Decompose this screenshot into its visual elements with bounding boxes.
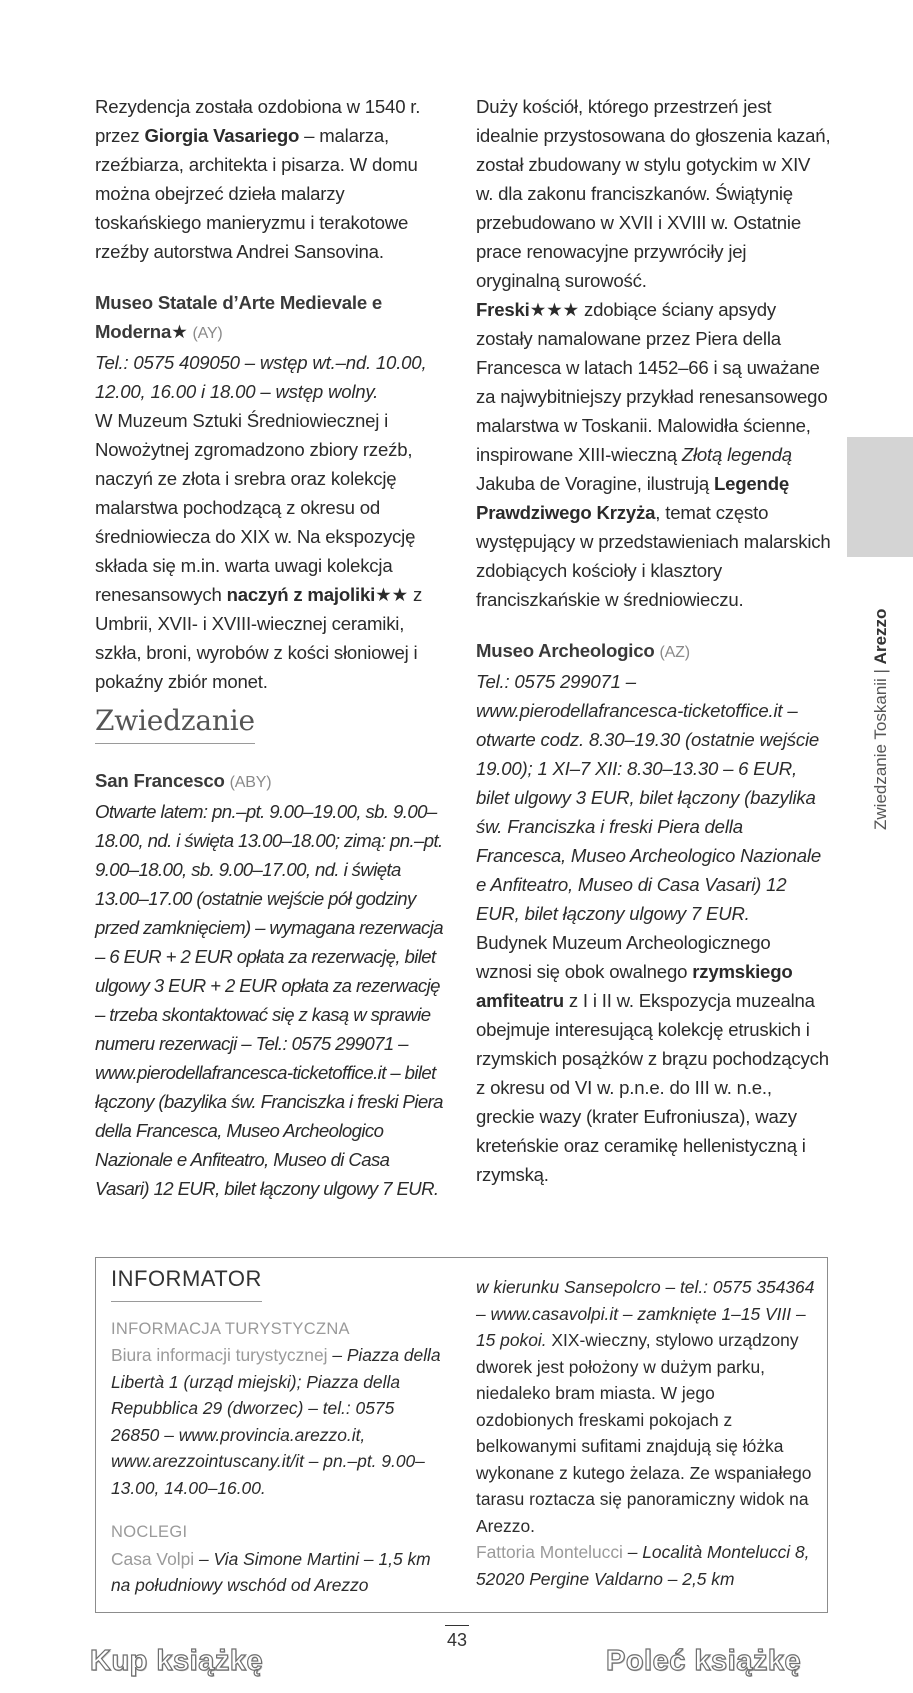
informator-title: INFORMATOR: [111, 1266, 262, 1302]
museo-statale-info: Tel.: 0575 409050 – wstęp wt.–nd. 10.00, 12.00, 16.00 i 18.00 – wstęp wolny.: [95, 352, 427, 402]
text-run: Rezydencja została ozdobiona w 1540 r. przez: [95, 96, 421, 146]
label-text: Biura informacji turystycznej: [111, 1345, 328, 1365]
informator-left-column: [111, 1266, 441, 1599]
church-paragraph: [476, 92, 831, 295]
text-run: z I i II w. Ekspozycja muzealna obejmuje interesującą kolekcję etruskich i rzymskich posążków z brązu pochodzących z okresu od VI w. p.n.e. do III w. n.e., greckie wazy (krater Eufroniusza), wazy kreteńskie oraz ceramikę hellenistyczną i rzymską.: [476, 990, 829, 1185]
italic-text: – Località Montelucci 8, 52020 Pergine Valdarno – 2,5 km: [476, 1542, 810, 1589]
text-run: XIX-wieczny, stylowo urządzony dworek jest położony w dużym parku, niedaleko bram miasta. W jego ozdobionych freskami pokojach z belkowanymi sufitami znajdują się łóżka wykonane z kutego żelaza. Ze wspaniałego tarasu roztacza się panoramiczny widok na Arezzo.: [476, 1330, 812, 1536]
casa-volpi-paragraph: [476, 1274, 816, 1539]
bold-text: Giorgia Vasariego: [144, 125, 300, 146]
left-column: [95, 92, 447, 1203]
italic-text: – Via Simone Martini – 1,5 km na południowy wschód od Arezzo: [111, 1548, 431, 1595]
buy-book-link[interactable]: Kup książkę: [90, 1645, 264, 1677]
museo-statale-heading: Museo Statale d’Arte Medievale e Moderna★ (AY): [95, 292, 383, 342]
bold-text: Legendę Prawdziwego Krzyża: [476, 473, 790, 523]
page-number: 43: [445, 1625, 469, 1651]
text-run: , temat często występujący w przedstawieniach malarskich zdobiących kościoły i klasztory franciszkańskie w średniowieczu.: [476, 502, 831, 610]
star-rating: ★★: [375, 584, 409, 605]
chapter-label: Zwiedzanie Toskanii | Arezzo: [871, 608, 890, 830]
text-run: zdobiące ściany apsydy zostały namalowane przez Piera della Francesca w latach 1452–66 i są uważane za najwybitniejszy przykład renesansowego malarstwa w Toskanii. Malowidła ścienne, inspirowane XIII-wieczną: [476, 299, 828, 465]
text-run: Duży kościół, którego przestrzeń jest idealnie przystosowana do głoszenia kazań, został zbudowany w stylu gotyckim w XIV w. dla zakonu franciszkanów. Świątynię przebudowano w XVII i XVIII w. Ostatnie prace renowacyjne przywróciły jej oryginalną surowość.: [476, 96, 831, 291]
star-rating: ★★★: [529, 299, 580, 320]
museo-archeologico-heading: Museo Archeologico (AZ): [476, 640, 690, 661]
right-column: [476, 92, 831, 1189]
text-run: Jakuba de Voragine, ilustrują: [476, 473, 714, 494]
map-code: (AZ): [659, 644, 690, 661]
map-code: (ABY): [229, 774, 272, 791]
text-run: Budynek Muzeum Archeologicznego wznosi się obok owalnego: [476, 932, 771, 982]
section-title-zwiedzanie: Zwiedzanie: [95, 706, 255, 744]
bold-text: naczyń z majoliki: [226, 584, 376, 605]
fattoria-paragraph: [476, 1539, 816, 1592]
recommend-book-link[interactable]: Poleć książkę: [606, 1645, 802, 1677]
italic-text: Złotą legendą: [681, 444, 792, 465]
label-text: Casa Volpi: [111, 1548, 195, 1569]
informator-box: [95, 1257, 828, 1613]
lodging-paragraph: [111, 1546, 441, 1599]
freski-paragraph: [476, 295, 831, 614]
bold-text: Freski: [476, 299, 530, 320]
star-rating: ★: [171, 321, 188, 342]
museo-statale-paragraph: [95, 406, 447, 696]
rezydencja-paragraph: [95, 92, 447, 266]
museo-archeologico-info: Tel.: 0575 299071 – www.pierodellafrancesca-ticketoffice.it – otwarte codz. 8.30–19.30 (ostatnie wejście 19.00); 1 XI–7 XII: 8.30–13.30 – 6 EUR, bilet ulgowy 3 EUR, bilet łączony (bazylika św. Franciszka i freski Piera della Francesca, Museo Archeologico Nazionale e Anfiteatro, Museo di Casa Vasari) 12 EUR, bilet łączony ulgowy 7 EUR.: [476, 671, 821, 924]
chapter-tab: [847, 437, 913, 557]
italic-text: w kierunku Sansepolcro – tel.: 0575 354364 – www.casavolpi.it – zamknięte 1–15 VIII – 15 pokoi.: [476, 1277, 815, 1350]
tourist-info-paragraph: [111, 1342, 441, 1501]
map-code: (AY): [192, 325, 223, 342]
text-run: – malarza, rzeźbiarza, architekta i pisarza. W domu można obejrzeć dzieła malarzy toskańskiego manieryzmu i terakotowe rzeźby autorstwa Andrei Sansovina.: [95, 125, 418, 262]
san-francesco-heading: San Francesco (ABY): [95, 770, 272, 791]
tourist-info-heading: INFORMACJA TURYSTYCZNA: [111, 1319, 350, 1338]
informator-right-column: [476, 1274, 816, 1592]
italic-text: – Piazza della Libertà 1 (urząd miejski); Piazza della Repubblica 29 (dworzec) – tel.: 0575 26850 – www.provincia.arezzo.it, www.arezzointuscany.it/it – pn.–pt. 9.00–13.00, 14.00–16.00.: [111, 1345, 441, 1498]
lodging-heading: NOCLEGI: [111, 1523, 188, 1541]
bold-text: rzymskiego amfiteatru: [476, 961, 793, 1011]
label-text: Fattoria Montelucci: [476, 1542, 623, 1562]
san-francesco-info: Otwarte latem: pn.–pt. 9.00–19.00, sb. 9.00–18.00, nd. i święta 13.00–18.00; zimą: pn.–pt. 9.00–18.00, sb. 9.00–17.00, nd. i święta 13.00–17.00 (ostatnie wejście pół godziny przed zamknięciem) – wymagana rezerwacja – 6 EUR + 2 EUR opłata za rezerwację, bilet ulgowy 3 EUR + 2 EUR opłata za rezerwację – trzeba skontaktować się z kasą w sprawie numeru rezerwacji – Tel.: 0575 299071 – www.pierodellafrancesca-ticketoffice.it – bilet łączony (bazylika św. Franciszka i freski Piera della Francesca, Museo Archeologico Nazionale e Anfiteatro, Museo di Casa Vasari) 12 EUR, bilet łączony ulgowy 7 EUR.: [95, 801, 444, 1199]
museo-archeologico-paragraph: [476, 928, 831, 1189]
text-run: z Umbrii, XVII- i XVIII-wiecznej ceramiki, szkła, broni, wyrobów z kości słoniowej i pokaźny zbiór monet.: [95, 584, 423, 692]
text-run: W Muzeum Sztuki Średniowiecznej i Nowożytnej zgromadzono zbiory rzeźb, naczyń ze złota i srebra oraz kolekcję malarstwa pochodzącą z okresu od średniowiecza do XIX w. Na ekspozycję składa się m.in. warta uwagi kolekcja renesansowych: [95, 410, 416, 605]
